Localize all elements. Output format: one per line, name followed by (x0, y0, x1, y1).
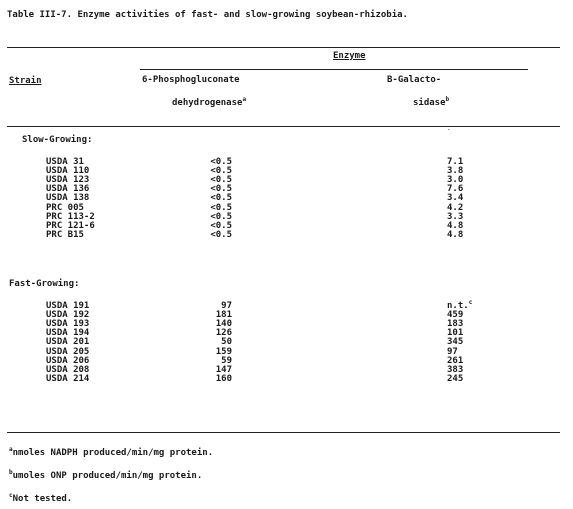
row-strain: USDA 123 (46, 175, 90, 186)
footnote: $^b$umoles ONP produced/min/mg protein. (9, 469, 203, 481)
group-label: Fast-Growing: (9, 279, 80, 289)
row-gal: 183 (447, 319, 464, 330)
strain-header: Strain (9, 76, 42, 86)
row-gal: 7.6 (447, 184, 464, 195)
row-pgd: <0.5 (210, 229, 232, 240)
row-pgd: <0.5 (210, 157, 232, 167)
row-pgd: <0.5 (210, 202, 232, 213)
row-gal: 4.8 (447, 229, 464, 240)
enzyme-spanner-label: Enzyme (333, 51, 366, 61)
row-pgd: <0.5 (210, 175, 232, 186)
row-strain: USDA 110 (46, 166, 90, 177)
row-strain: PRC 005 (46, 202, 84, 213)
footnote: $^c$Not tested. (9, 492, 73, 504)
row-strain: USDA 136 (46, 184, 90, 195)
row-gal: 245 (447, 373, 464, 384)
row-pgd: 147 (215, 364, 232, 375)
footnote: $^a$nmoles NADPH produced/min/mg protein. (9, 446, 214, 458)
row-pgd: 126 (215, 328, 232, 339)
row-pgd: 160 (215, 373, 232, 384)
top-rule (7, 47, 560, 48)
gal-header-line2: sidase$^b$ (413, 96, 450, 108)
group-label: Slow-Growing: (22, 135, 93, 145)
row-strain: USDA 206 (46, 355, 90, 366)
row-pgd: 159 (215, 346, 232, 357)
row-strain: PRC B15 (46, 229, 84, 240)
row-pgd: 140 (215, 319, 232, 330)
row-gal: 3.8 (447, 166, 464, 177)
row-gal: 4.8 (447, 220, 464, 231)
row-gal: 3.4 (447, 193, 464, 204)
row-pgd: 97 (221, 301, 232, 311)
row-gal: n.t.$^c$ (447, 299, 473, 311)
bottom-rule (7, 432, 560, 433)
row-gal: 345 (447, 337, 464, 348)
row-strain: USDA 214 (46, 373, 90, 384)
row-gal: 101 (447, 328, 464, 339)
row-strain: USDA 193 (46, 319, 90, 330)
row-strain: USDA 208 (46, 364, 90, 375)
row-gal: 383 (447, 364, 464, 375)
row-pgd: 59 (221, 355, 232, 366)
row-pgd: <0.5 (210, 193, 232, 204)
row-strain: USDA 201 (46, 337, 90, 348)
row-gal: 97 (447, 346, 458, 357)
row-strain: PRC 113-2 (46, 211, 95, 222)
row-gal: 3.3 (447, 211, 464, 222)
table-title: Table III-7. Enzyme activities of fast- and slow-growing soybean-rhizobia. (7, 10, 408, 20)
row-strain: USDA 194 (46, 328, 90, 339)
enzyme-spanner-rule (140, 69, 528, 70)
row-pgd: <0.5 (210, 220, 232, 231)
stray-mark: - (447, 126, 451, 133)
pgd-header-line1: 6-Phosphogluconate (142, 75, 240, 85)
row-gal: 3.0 (447, 175, 464, 186)
gal-header-line1: B-Galacto- (387, 75, 442, 85)
row-strain: USDA 191 (46, 301, 90, 311)
row-strain: USDA 192 (46, 310, 90, 321)
row-gal: 261 (447, 355, 464, 366)
row-pgd: 181 (215, 310, 232, 321)
row-pgd: 50 (221, 337, 232, 348)
row-strain: USDA 138 (46, 193, 90, 204)
row-strain: PRC 121-6 (46, 220, 95, 231)
row-strain: USDA 205 (46, 346, 90, 357)
row-strain: USDA 31 (46, 157, 84, 167)
row-gal: 459 (447, 310, 464, 321)
header-rule (7, 126, 560, 127)
row-pgd: <0.5 (210, 211, 232, 222)
row-gal: 7.1 (447, 157, 464, 167)
row-pgd: <0.5 (210, 184, 232, 195)
row-gal: 4.2 (447, 202, 464, 213)
row-pgd: <0.5 (210, 166, 232, 177)
pgd-header-line2: dehydrogenase$^a$ (172, 96, 247, 108)
